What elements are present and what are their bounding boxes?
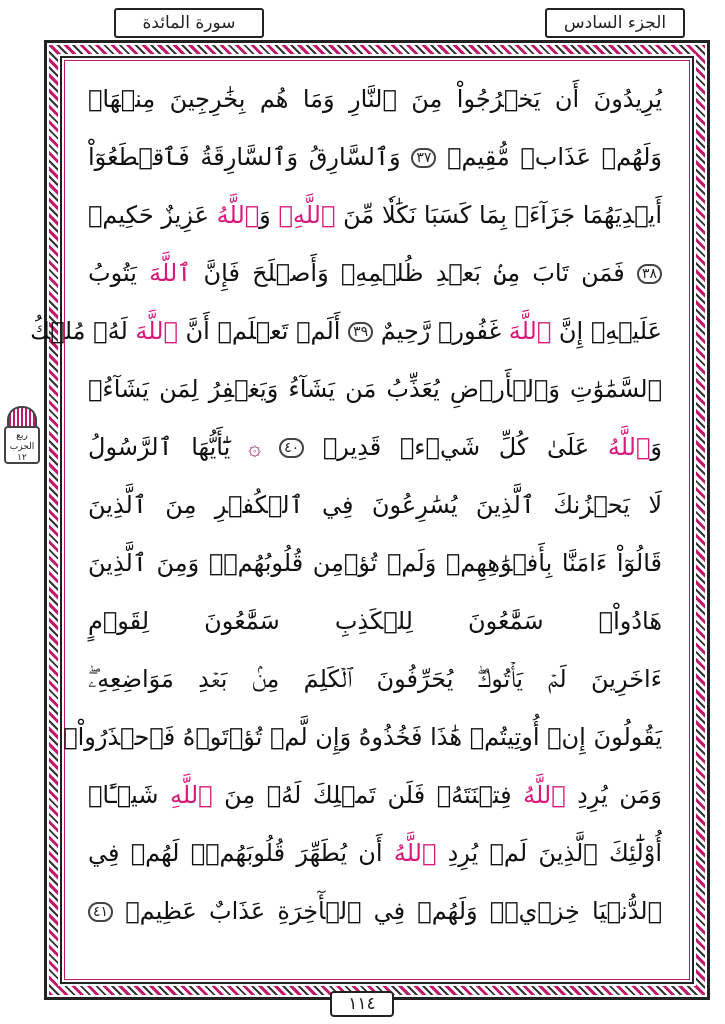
verse-text: أَن يُطَهِّرَ قُلُوبَهُمۡۚ لَهُمۡ فِي [88,839,394,867]
verse-text: غَفُورٞ رَّحِيمٌ [373,317,509,345]
verse-text: عَلَيۡهِۚ إِنَّ [551,317,662,345]
text-line [88,882,662,940]
juz-label: الجزء السادس [563,13,667,33]
text-line [88,418,662,476]
ayah-number-marker: ٤٠ [279,438,304,458]
divine-name: ٱللَّهِۗ [278,201,336,229]
page-number-box [330,991,394,1017]
text-line [88,186,662,244]
verse-text: وَلَهُمۡ عَذَابٞ مُّقِيمٞ [436,143,662,171]
verse-text: ٱلسَّمَٰوَٰتِ وَٱلۡأَرۡضِ يُعَذِّبُ مَن يَشَآءُ وَيَغۡفِرُ لِمَن يَشَآءُۗ [88,375,662,403]
verse-text: ٱلدُّنۡيَا خِزۡيٞۖ وَلَهُمۡ فِي ٱلۡأٓخِرَةِ عَذَابٌ عَظِيمٞ [113,897,662,925]
divine-name: ٱللَّهَ [508,317,552,345]
verse-text: أَلَمۡ تَعۡلَمۡ أَنَّ [177,317,349,345]
page-number: ١١٤ [348,994,376,1014]
text-line [88,534,662,592]
ayah-number-marker: ٤١ [88,902,113,922]
verse-text: أُوْلَٰٓئِكَ ٱلَّذِينَ لَمۡ يُرِدِ [436,839,662,867]
verse-text: لَا يَحۡزُنكَ ٱلَّذِينَ يُسَٰرِعُونَ فِي ٱلۡكُفۡرِ مِنَ ٱلَّذِينَ [88,491,662,519]
hizb-label-mid: الحزب [9,442,35,452]
juz-header [545,8,685,38]
divine-name: ٱللَّهُ [523,781,566,809]
verse-text: يَتُوبُ [88,259,150,287]
ayah-number-marker: ٣٩ [348,322,373,342]
hizb-label-box [4,426,40,464]
text-line [63,708,662,766]
verse-text: وَمَن يُرِدِ [565,781,662,809]
verse-text: شَيۡـًٔاۚ [88,781,171,809]
surah-label: سورة المائدة [142,13,236,33]
verse-text: يَٰٓأَيُّهَا ٱلرَّسُولُ [88,433,231,461]
verse-text: وَ [259,201,279,229]
verse-text: عَزِيزٌ حَكِيمٞ [88,201,217,229]
verse-text: فَمَن تَابَ مِنۢ بَعۡدِ ظُلۡمِهِۦ وَأَصۡلَحَ فَإِنَّ [191,259,637,287]
verse-text: يُرِيدُونَ أَن يَخۡرُجُواْ مِنَ ٱلنَّارِ وَمَا هُم بِخَٰرِجِينَ مِنۡهَاۖ [88,85,662,113]
text-line [88,476,662,534]
divine-name: ٱللَّهُ [607,433,651,461]
verse-text: وَٱلسَّارِقُ وَٱلسَّارِقَةُ فَٱقۡطَعُوٓاْ [88,143,412,171]
text-line [88,128,662,186]
verse-text: ءَاخَرِينَ لَمۡ يَأۡتُوكَۖ يُحَرِّفُونَ ٱلۡكَلِمَ مِنۢ بَعۡدِ مَوَاضِعِهِۦۖ [88,665,662,693]
hizb-quarter-marker [2,406,42,486]
divine-name: ٱللَّهُ [216,201,260,229]
divine-name: ٱللَّهَ [135,317,178,345]
text-line [88,650,662,708]
verse-text: قَالُوٓاْ ءَامَنَّا بِأَفۡوَٰهِهِمۡ وَلَمۡ تُؤۡمِن قُلُوبُهُمۡۛ وَمِنَ ٱلَّذِينَ [88,549,662,577]
verse-text: يَقُولُونَ إِنۡ أُوتِيتُمۡ هَٰذَا فَخُذُوهُ وَإِن لَّمۡ تُؤۡتَوۡهُ فَٱحۡذَرُواْۚ [63,723,662,751]
ayah-number-marker: ٣٨ [637,264,662,284]
divine-name: ٱللَّهُ [393,839,437,867]
text-line [30,302,662,360]
surah-header [114,8,264,38]
text-line [88,766,662,824]
verse-text: فِتۡنَتَهُۥ فَلَن تَمۡلِكَ لَهُۥ مِنَ [212,781,524,809]
verse-text: لَهُۥ مُلۡكُ [30,317,136,345]
verse-text: وَ [650,433,662,461]
verse-text: هَادُواْۛ سَمَّٰعُونَ لِلۡكَذِبِ سَمَّٰعُونَ لِقَوۡمٍ [88,607,662,635]
hizb-label-top: ربع [16,431,28,441]
hizb-dome-icon [7,406,37,426]
text-line [88,824,662,882]
divine-name: ٱللَّهِ [170,781,213,809]
rub-el-hizb-icon: ۞ [230,436,280,461]
text-line [88,592,662,650]
text-line [88,360,662,418]
divine-name: ٱللَّهَ [149,259,192,287]
verse-text: عَلَىٰ كُلِّ شَيۡءٖ قَدِيرٞ [304,433,608,461]
ayah-number-marker: ٣٧ [411,148,436,168]
text-line [88,244,662,302]
text-line [88,70,662,128]
verse-text: أَيۡدِيَهُمَا جَزَآءَۢ بِمَا كَسَبَا نَكَٰلٗا مِّنَ [335,201,663,229]
quran-text-block [30,70,663,940]
hizb-label-num: ١٢ [17,453,27,463]
